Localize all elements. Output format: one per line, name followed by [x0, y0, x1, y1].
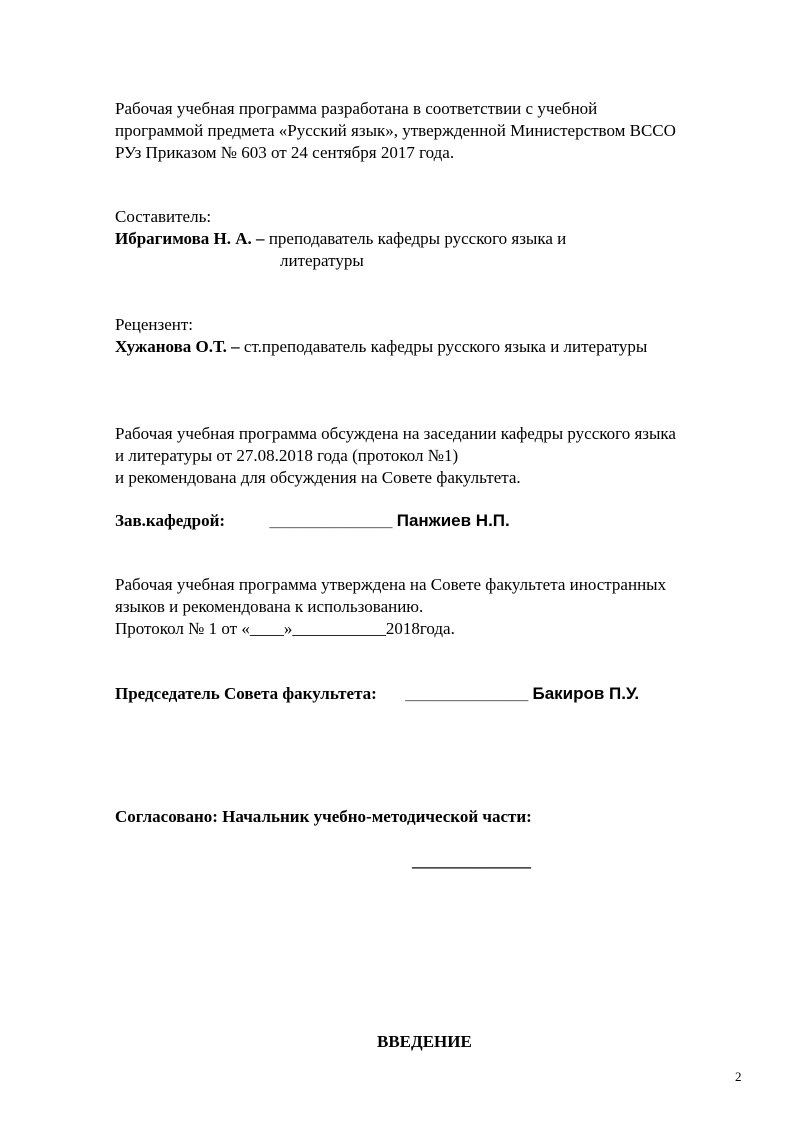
compiler-line — [115, 228, 566, 250]
chairman-name: Бакиров П.У. — [532, 684, 640, 703]
reviewer-role: ст.преподаватель кафедры русского языка и литературы — [243, 337, 648, 356]
approval-line-2: языков и рекомендована к использованию. — [115, 597, 424, 616]
agreed-signature-blank: ______________ — [412, 851, 531, 870]
reviewer-label: Рецензент: — [115, 315, 194, 334]
head-dept-label: Зав.кафедрой: — [115, 511, 226, 530]
discussion-line-3: и рекомендована для обсуждения на Совете факультета. — [115, 468, 521, 487]
intro-line-1: Рабочая учебная программа разработана в соответствии с учебной — [115, 99, 598, 118]
compiler-role: преподаватель кафедры русского языка и — [268, 229, 567, 248]
head-dept-line — [115, 510, 510, 532]
chairman-label: Председатель Совета факультета: — [115, 684, 377, 703]
intro-line-2: программой предмета «Русский язык», утвержденной Министерством ВССО — [115, 121, 676, 140]
reviewer-line — [115, 336, 647, 358]
compiler-role-continued: литературы — [280, 251, 364, 270]
agreed-label: Согласовано: Начальник учебно-методической части: — [115, 807, 532, 826]
compiler-name: Ибрагимова Н. А. – — [115, 229, 265, 248]
approval-line-1: Рабочая учебная программа утверждена на Совете факультета иностранных — [115, 575, 667, 594]
page-number: 2 — [735, 1069, 742, 1084]
approval-line-3: Протокол № 1 от «____»___________2018года. — [115, 619, 455, 638]
chairman-line — [115, 683, 639, 705]
head-dept-signature-blank: _____________ — [269, 511, 393, 530]
reviewer-name: Хужанова О.Т. – — [115, 337, 240, 356]
discussion-line-2: и литературы от 27.08.2018 года (протокол №1) — [115, 446, 459, 465]
chairman-signature-blank: _____________ — [405, 684, 529, 703]
compiler-label: Составитель: — [115, 207, 212, 226]
section-title: ВВЕДЕНИЕ — [377, 1032, 472, 1051]
intro-line-3: РУз Приказом № 603 от 24 сентября 2017 года. — [115, 143, 455, 162]
discussion-line-1: Рабочая учебная программа обсуждена на заседании кафедры русского языка — [115, 424, 676, 443]
head-dept-name: Панжиев Н.П. — [396, 511, 510, 530]
